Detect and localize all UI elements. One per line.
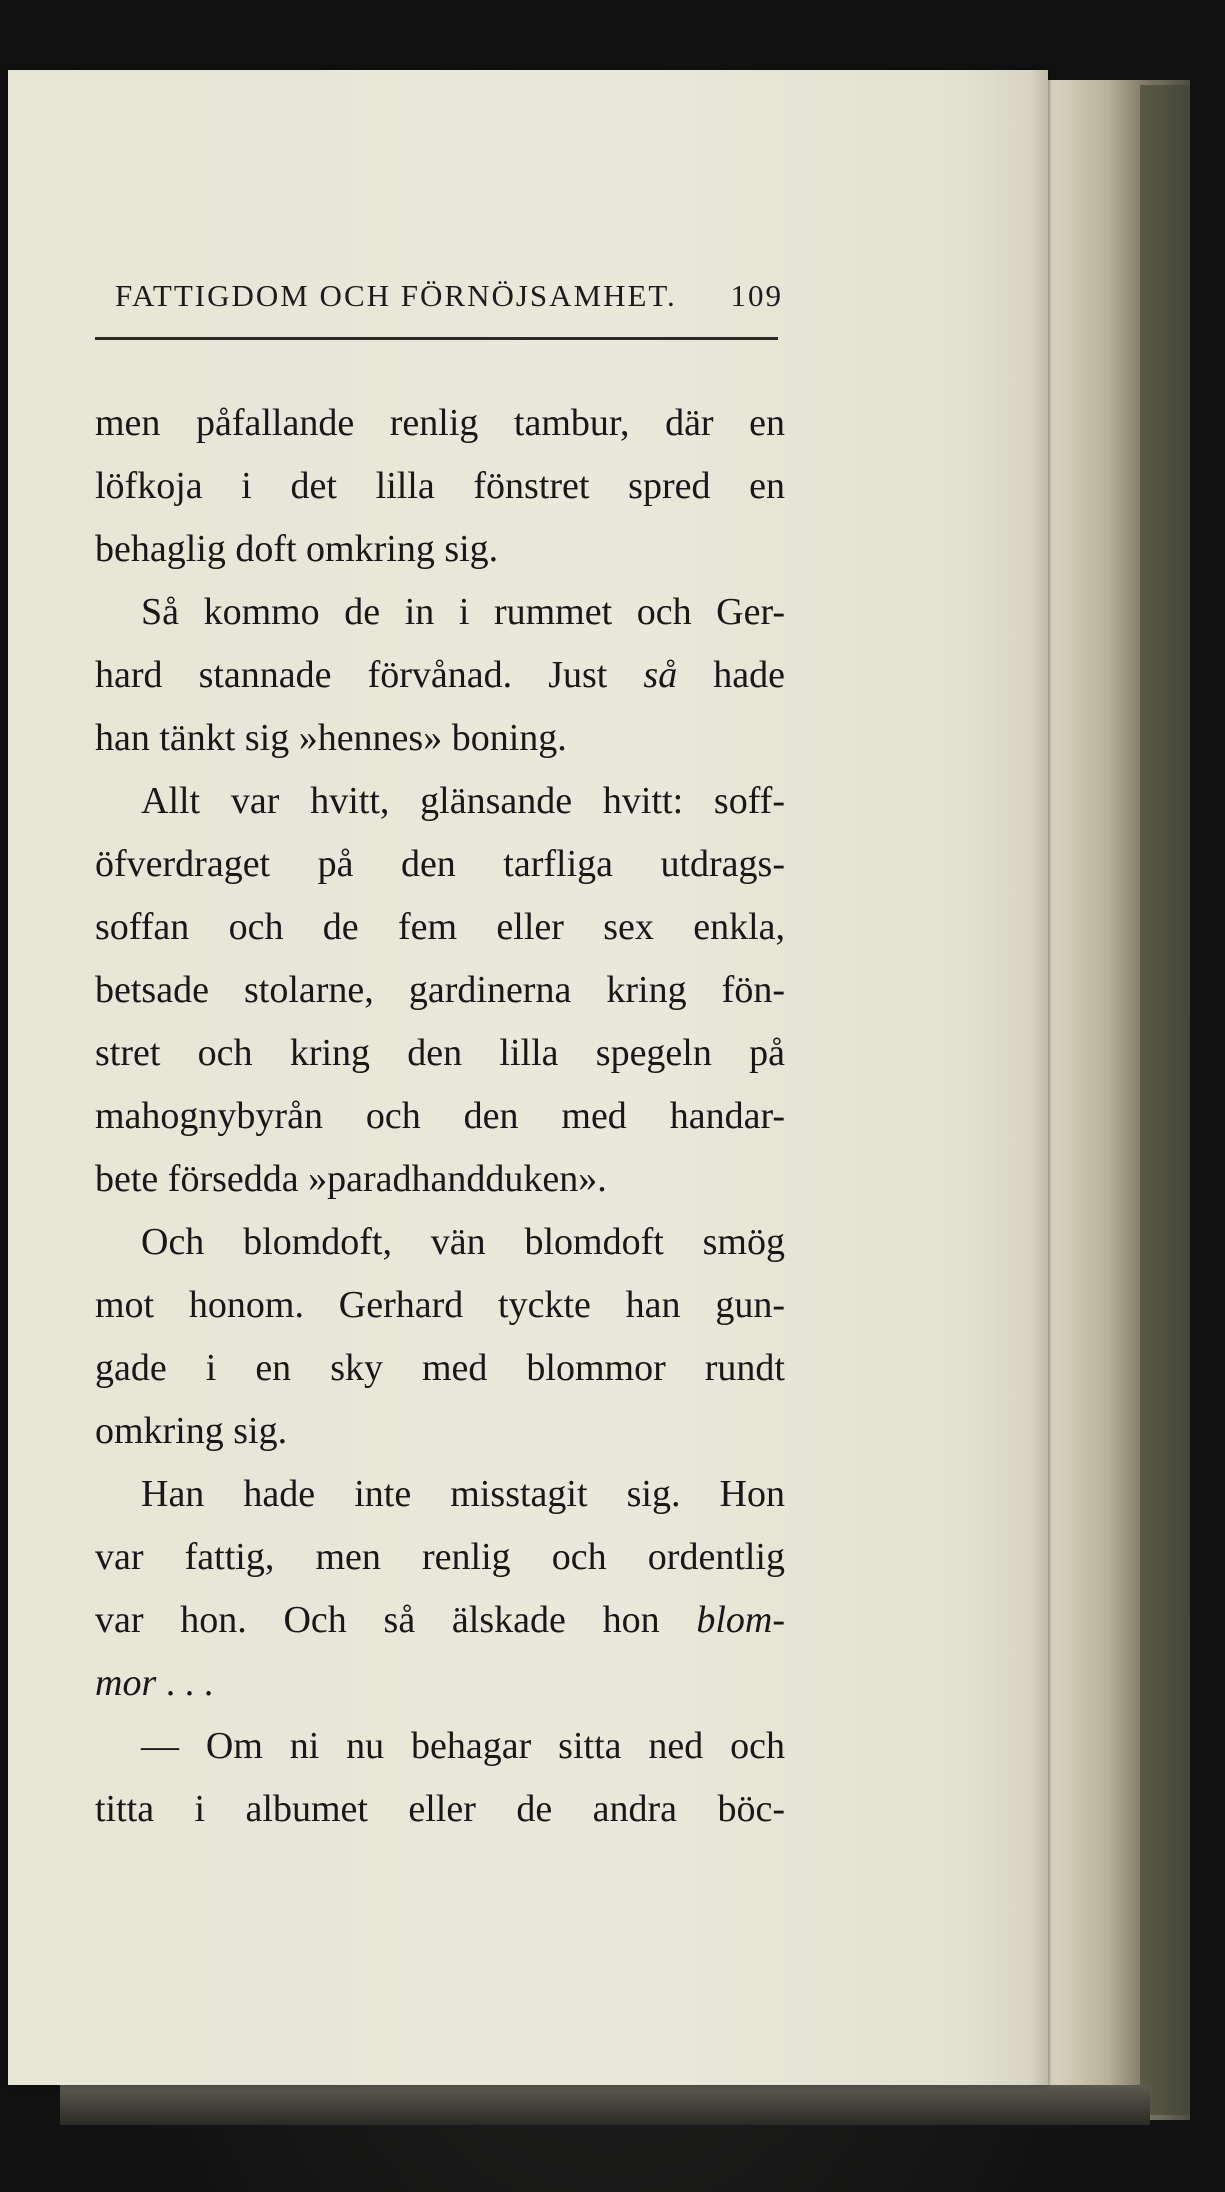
book-cover-edge <box>1140 85 1190 2115</box>
text-line: bete försedda »paradhandduken». <box>95 1158 607 1200</box>
book-bottom-edge <box>60 2085 1150 2125</box>
running-head-title: FATTIGDOM OCH FÖRNÖJSAMHET. <box>115 278 677 313</box>
text-line: mor . . . <box>95 1662 214 1704</box>
text-line: behaglig doft omkring sig. <box>95 528 499 570</box>
italic-word: mor <box>95 1662 157 1704</box>
text-line: Så kommo de in i rummet och Ger- <box>141 591 785 633</box>
text-line: Allt var hvitt, glänsande hvitt: soff- <box>141 780 785 822</box>
text-line: soffan och de fem eller sex enkla, <box>95 906 785 948</box>
text-line: var fattig, men renlig och ordentlig <box>95 1536 785 1578</box>
text-line: löfkoja i det lilla fönstret spred en <box>95 465 785 507</box>
text-line: var hon. Och så älskade hon blom- <box>95 1599 785 1641</box>
text-line: Och blomdoft, vän blomdoft smög <box>141 1221 785 1263</box>
text-line: mahognybyrån och den med handar- <box>95 1095 785 1137</box>
body-text <box>95 392 785 1841</box>
text-line: men påfallande renlig tambur, där en <box>95 402 785 444</box>
text-line: mot honom. Gerhard tyckte han gun- <box>95 1284 785 1326</box>
text-line: öfverdraget på den tarfliga utdrags- <box>95 843 785 885</box>
text-line: betsade stolarne, gardinerna kring fön- <box>95 969 785 1011</box>
text-line: — Om ni nu behagar sitta ned och <box>141 1725 785 1767</box>
text-line: omkring sig. <box>95 1410 288 1452</box>
header-rule <box>95 337 778 340</box>
page-fold-shadow <box>1030 70 1050 2085</box>
text-line: Han hade inte misstagit sig. Hon <box>141 1473 785 1515</box>
text-line: hard stannade förvånad. Just så hade <box>95 654 786 696</box>
text-line: han tänkt sig »hennes» boning. <box>95 717 567 759</box>
italic-word: så <box>643 654 678 696</box>
running-head <box>115 278 783 314</box>
text-line: stret och kring den lilla spegeln på <box>95 1032 785 1074</box>
text-line: titta i albumet eller de andra böc- <box>95 1788 785 1830</box>
italic-word: blom- <box>696 1599 785 1641</box>
page-number: 109 <box>730 278 783 313</box>
text-line: gade i en sky med blommor rundt <box>95 1347 785 1389</box>
